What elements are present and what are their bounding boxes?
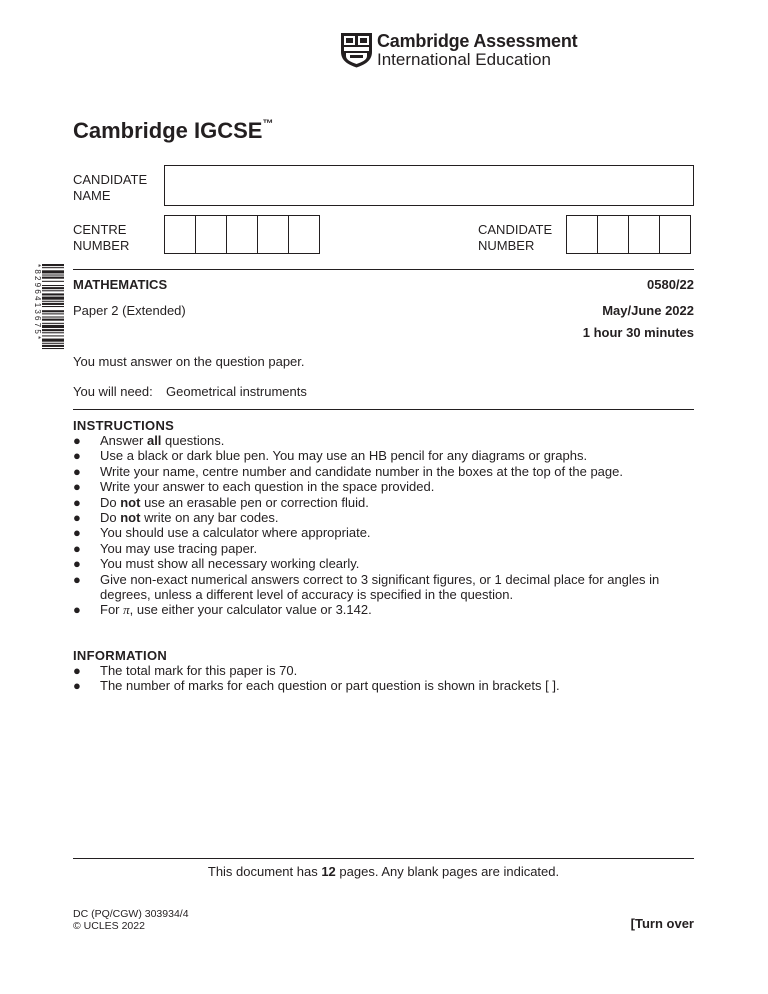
barcode-bar	[42, 270, 64, 273]
trademark-mark: ™	[262, 117, 274, 130]
instruction-item	[73, 525, 694, 540]
barcode	[30, 262, 64, 404]
barcode-bar	[42, 329, 64, 331]
barcode-bar	[42, 323, 64, 324]
pi-suffix: , use either your calculator value or 3.142.	[129, 602, 372, 618]
need-label: You will need:	[73, 384, 153, 399]
centre-number-label	[73, 222, 129, 254]
instruction-text: Answer	[100, 433, 147, 448]
document-reference	[73, 908, 189, 932]
centre-number-cell[interactable]	[288, 215, 320, 254]
bullet-icon: ●	[73, 479, 81, 495]
centre-number-cell[interactable]	[195, 215, 227, 254]
paper-name: Paper 2 (Extended)	[73, 303, 186, 318]
candidate-number-cell[interactable]	[659, 215, 691, 254]
barcode-bar	[42, 293, 64, 295]
centre-number-boxes[interactable]	[164, 215, 320, 254]
information-text: The number of marks for each question or part question is shown in brackets [ ].	[100, 678, 560, 694]
document-title	[73, 118, 273, 144]
barcode-bar	[42, 275, 64, 276]
candidate-number-cell[interactable]	[597, 215, 629, 254]
pages-suffix: pages. Any blank pages are indicated.	[335, 864, 560, 879]
barcode-bar	[42, 313, 64, 314]
instruction-emphasis: all	[146, 433, 162, 448]
information-item	[73, 678, 694, 693]
candidate-number-cell[interactable]	[628, 215, 660, 254]
instruction-emphasis: not	[120, 494, 141, 510]
bullet-icon: ●	[73, 448, 81, 464]
barcode-bar	[42, 285, 64, 286]
barcode-bar	[42, 290, 64, 291]
instruction-item	[73, 510, 694, 525]
instruction-item	[73, 479, 694, 494]
barcode-bar	[42, 339, 64, 342]
barcode-bar	[42, 281, 64, 282]
instruction-text: You should use a calculator where appropriate.	[100, 525, 371, 541]
barcode-bar	[42, 348, 64, 349]
barcode-bar	[42, 335, 64, 336]
subject-title: MATHEMATICS	[73, 277, 168, 292]
barcode-bar	[42, 306, 64, 307]
pi-symbol: π	[123, 602, 130, 618]
bullet-icon: ●	[73, 556, 81, 572]
bullet-icon: ●	[73, 540, 81, 556]
page-count-note	[73, 864, 694, 879]
instruction-text: Write your name, centre number and candidate number in the boxes at the top of the page.	[100, 463, 623, 479]
barcode-bar	[42, 310, 64, 312]
instruction-text: Use a black or dark blue pen. You may use an HB pencil for any diagrams or graphs.	[100, 448, 588, 464]
barcode-bar	[42, 277, 64, 279]
bullet-icon: ●	[73, 463, 81, 479]
cambridge-logo	[340, 31, 580, 71]
instruction-text-tail: questions.	[161, 433, 225, 448]
paper-code: 0580/22	[647, 277, 694, 292]
instruction-text: Do	[100, 510, 121, 526]
barcode-bar	[42, 319, 64, 321]
instruction-item	[73, 541, 694, 556]
barcode-bar	[42, 325, 64, 328]
instruction-text: Write your answer to each question in the space provided.	[100, 479, 435, 495]
candidate-number-boxes[interactable]	[566, 215, 691, 254]
bullet-icon: ●	[73, 494, 81, 510]
barcode-bar	[42, 332, 64, 333]
candidate-name-label-line1: CANDIDATE	[73, 172, 148, 187]
centre-number-cell[interactable]	[226, 215, 258, 254]
turn-over-note: [Turn over	[630, 916, 694, 931]
instructions-heading: INSTRUCTIONS	[73, 418, 175, 433]
instruction-item-pi	[73, 602, 694, 617]
instruction-text: Give non-exact numerical answers correct to 3 significant figures, or 1 decimal place for angles in degrees, unless a different level of accuracy is specified in the question.	[100, 571, 660, 603]
barcode-bar	[42, 303, 64, 305]
pi-prefix: For	[100, 602, 124, 618]
need-value: Geometrical instruments	[166, 384, 307, 399]
instructions-list	[73, 433, 694, 618]
instruction-text: You must show all necessary working clearly.	[100, 556, 360, 572]
barcode-bar	[42, 317, 64, 318]
pages-prefix: This document has	[207, 864, 322, 879]
instruction-text-tail: write on any bar codes.	[140, 510, 279, 526]
bullet-icon: ●	[73, 433, 81, 448]
bullet-icon: ●	[73, 602, 81, 618]
copyright-notice: © UCLES 2022	[73, 920, 145, 932]
divider-footer	[73, 858, 694, 859]
candidate-number-cell[interactable]	[566, 215, 598, 254]
bullet-icon: ●	[73, 510, 81, 526]
instruction-item	[73, 572, 694, 603]
centre-number-label-line2: NUMBER	[73, 238, 130, 253]
candidate-number-label-line2: NUMBER	[478, 238, 535, 253]
exam-duration: 1 hour 30 minutes	[582, 325, 694, 340]
logo-line-1: Cambridge Assessment	[377, 31, 578, 51]
pages-count: 12	[321, 864, 336, 879]
bullet-icon: ●	[73, 571, 81, 587]
instruction-item	[73, 556, 694, 571]
barcode-bar	[42, 301, 64, 302]
instruction-item	[73, 464, 694, 479]
instruction-item	[73, 448, 694, 463]
information-heading: INFORMATION	[73, 648, 168, 663]
centre-number-cell[interactable]	[257, 215, 289, 254]
information-item	[73, 663, 694, 678]
title-text: Cambridge IGCSE	[73, 118, 263, 143]
information-list	[73, 663, 694, 694]
candidate-number-label	[478, 222, 552, 254]
divider-top	[73, 269, 694, 270]
instruction-text: You may use tracing paper.	[100, 540, 258, 556]
information-text: The total mark for this paper is 70.	[100, 663, 298, 678]
centre-number-cell[interactable]	[164, 215, 196, 254]
reference-code: DC (PQ/CGW) 303934/4	[73, 908, 189, 920]
barcode-bar	[42, 287, 64, 289]
instruction-text-tail: use an erasable pen or correction fluid.	[140, 494, 369, 510]
exam-session: May/June 2022	[602, 303, 694, 318]
instruction-item	[73, 433, 694, 448]
instruction-text: Do	[100, 494, 121, 510]
bullet-icon: ●	[73, 678, 81, 694]
logo-line-2: International Education	[377, 50, 551, 69]
barcode-bar	[42, 345, 64, 347]
answer-note: You must answer on the question paper.	[73, 354, 305, 369]
candidate-name-label-line2: NAME	[73, 188, 111, 203]
candidate-number-label-line1: CANDIDATE	[478, 222, 553, 237]
bullet-icon: ●	[73, 663, 81, 678]
barcode-bar	[42, 343, 64, 344]
bullet-icon: ●	[73, 525, 81, 541]
candidate-name-field[interactable]	[164, 165, 694, 206]
barcode-bar	[42, 267, 64, 268]
instruction-emphasis: not	[120, 510, 141, 526]
barcode-digits: * 8 2 9 6 4 1 3 6 7 5 *	[33, 264, 42, 340]
barcode-bar	[42, 297, 64, 300]
instruction-item	[73, 495, 694, 510]
candidate-name-label	[73, 172, 147, 204]
barcode-bar	[42, 264, 64, 266]
centre-number-label-line1: CENTRE	[73, 222, 127, 237]
divider-middle	[73, 409, 694, 410]
cambridge-shield-icon	[340, 32, 373, 68]
